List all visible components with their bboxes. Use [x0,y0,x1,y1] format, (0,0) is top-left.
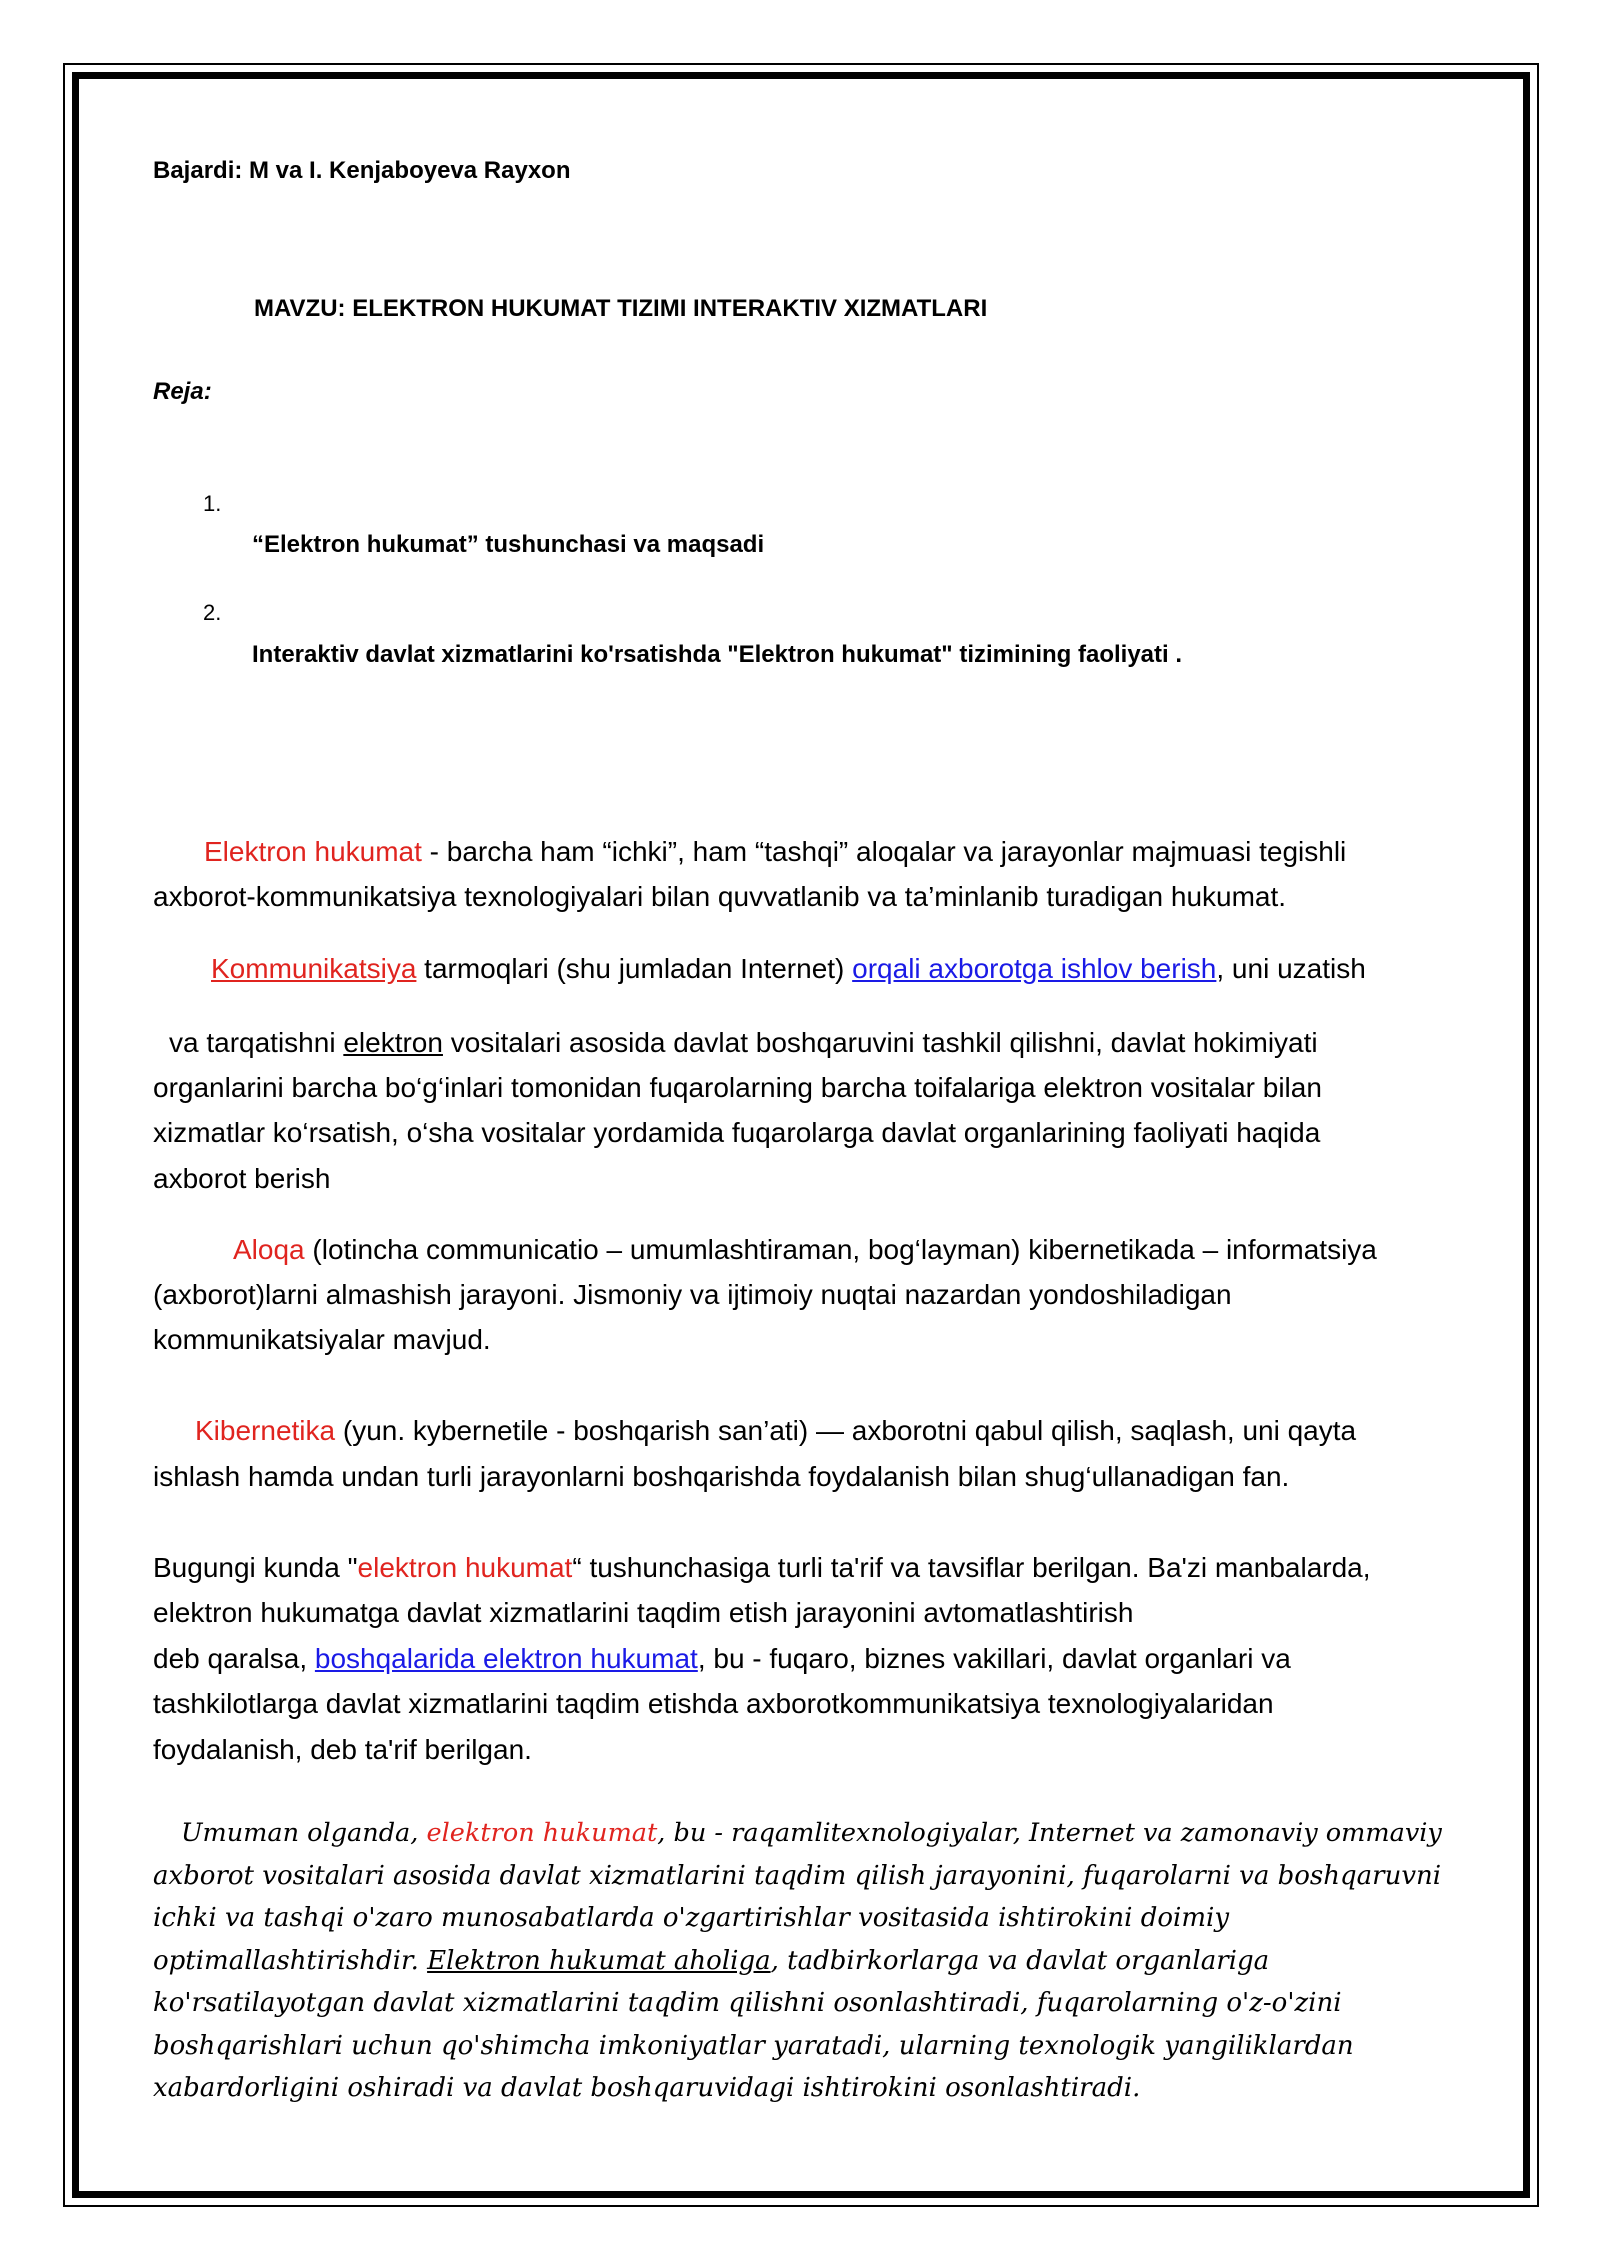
p3-line-3: xizmatlar ko‘rsatish, o‘sha vositalar yordamida fuqarolarga davlat organlarining faoliyati haqida [153,1117,1321,1148]
p3-line-1: va tarqatishni elektron vositalari asosida davlat boshqaruvini tashkil qilishni, davlat hokimiyati [169,1027,1318,1058]
p6-line-5: foydalanish, deb ta'rif berilgan. [153,1734,532,1765]
topic-title: MAVZU: ELEKTRON HUKUMAT TIZIMI INTERAKTIV XIZMATLARI [254,295,988,322]
p7-line-5: ko'rsatilayotgan davlat xizmatlarini taqdim qilishni osonlashtiradi, fuqarolarning o'z-o'zini [153,1988,1342,2018]
p6-line-2: elektron hukumatga davlat xizmatlarini taqdim etish jarayonini avtomatlashtirish [153,1597,1134,1628]
term-elektron-hukumat: Elektron hukumat [204,836,422,867]
underlined-elektron: elektron [343,1027,443,1058]
p7-line-4: optimallashtirishdir. Elektron hukumat aholiga, tadbirkorlarga va davlat organlariga [153,1946,1270,1976]
p2-line-1: Kommunikatsiya tarmoqlari (shu jumladan Internet) orqali axborotga ishlov berish, uni uzatish [211,953,1366,984]
p4-line-2: (axborot)larni almashish jarayoni. Jismoniy va ijtimoiy nuqtai nazardan yondoshiladigan [153,1279,1232,1310]
p3-line-2: organlarini barcha bo‘g‘inlari tomonidan fuqarolarning barcha toifalariga elektron vositalar bilan [153,1072,1322,1103]
link-axborotga-ishlov[interactable]: orqali axborotga ishlov berish [852,953,1217,984]
term-kommunikatsiya-link[interactable]: Kommunikatsiya [211,953,417,984]
underlined-elektron-hukumat-aholiga: Elektron hukumat aholiga [427,1946,771,1976]
p3-line-4: axborot berish [153,1163,331,1194]
term-aloqa: Aloqa [233,1234,305,1265]
p4-line-3: kommunikatsiyalar mavjud. [153,1324,491,1355]
p5-line-1: Kibernetika (yun. kybernetile - boshqarish san’ati) — axborotni qabul qilish, saqlash, uni qayta [195,1415,1357,1446]
term-elektron-hukumat-3: elektron hukumat [426,1818,658,1848]
p7-line-2: axborot vositalari asosida davlat xizmatlarini taqdim qilish jarayonini, fuqarolarni va boshqaruvni [153,1861,1442,1891]
p7-line-1: Umuman olganda, elektron hukumat, bu - raqamlitexnologiyalar, Internet va zamonaviy ommaviy [181,1818,1442,1848]
p6-line-1: Bugungi kunda "elektron hukumat“ tushunchasiga turli ta'rif va tavsiflar berilgan. Ba'zi manbalarda, [153,1552,1371,1583]
p1-line-1: Elektron hukumat - barcha ham “ichki”, ham “tashqi” aloqalar va jarayonlar majmuasi tegishli [204,836,1347,867]
plan-item-2-text: Interaktiv davlat xizmatlarini ko'rsatishda "Elektron hukumat" tizimining faoliyati . [252,641,1183,668]
term-elektron-hukumat-2: elektron hukumat [357,1552,573,1583]
author-line: Bajardi: M va I. Kenjaboyeva Rayxon [153,157,571,184]
p7-line-3: ichki va tashqi o'zaro munosabatlarda o'zgartirishlar vositasida ishtirokini doimiy [153,1903,1230,1933]
link-boshqalarida-elektron-hukumat[interactable]: boshqalarida elektron hukumat [314,1643,698,1674]
p4-line-1: Aloqa (lotincha communicatio – umumlashtiraman, bog‘layman) kibernetikada – informatsiya [233,1234,1377,1265]
p5-line-2: ishlash hamda undan turli jarayonlarni boshqarishda foydalanish bilan shug‘ullanadigan fan. [153,1461,1290,1492]
plan-heading: Reja: [153,378,212,405]
p7-line-6: boshqarishlari uchun qo'shimcha imkoniyatlar yaratadi, ularning texnologik yangiliklardan [153,2031,1354,2061]
plan-item-2-number: 2. [203,600,222,625]
p7-line-7: xabardorligini oshiradi va davlat boshqaruvidagi ishtirokini osonlashtiradi. [153,2073,1141,2103]
p6-line-3: deb qaralsa, boshqalarida elektron hukumat, bu - fuqaro, biznes vakillari, davlat organlari va [153,1643,1291,1674]
p1-line-2: axborot-kommunikatsiya texnologiyalari bilan quvvatlanib va ta’minlanib turadigan hukumat. [153,881,1287,912]
plan-item-1-number: 1. [203,491,222,516]
plan-item-1-text: “Elektron hukumat” tushunchasi va maqsadi [252,531,765,558]
p6-line-4: tashkilotlarga davlat xizmatlarini taqdim etishda axborotkommunikatsiya texnologiyalaridan [153,1688,1274,1719]
term-kibernetika: Kibernetika [195,1415,336,1446]
